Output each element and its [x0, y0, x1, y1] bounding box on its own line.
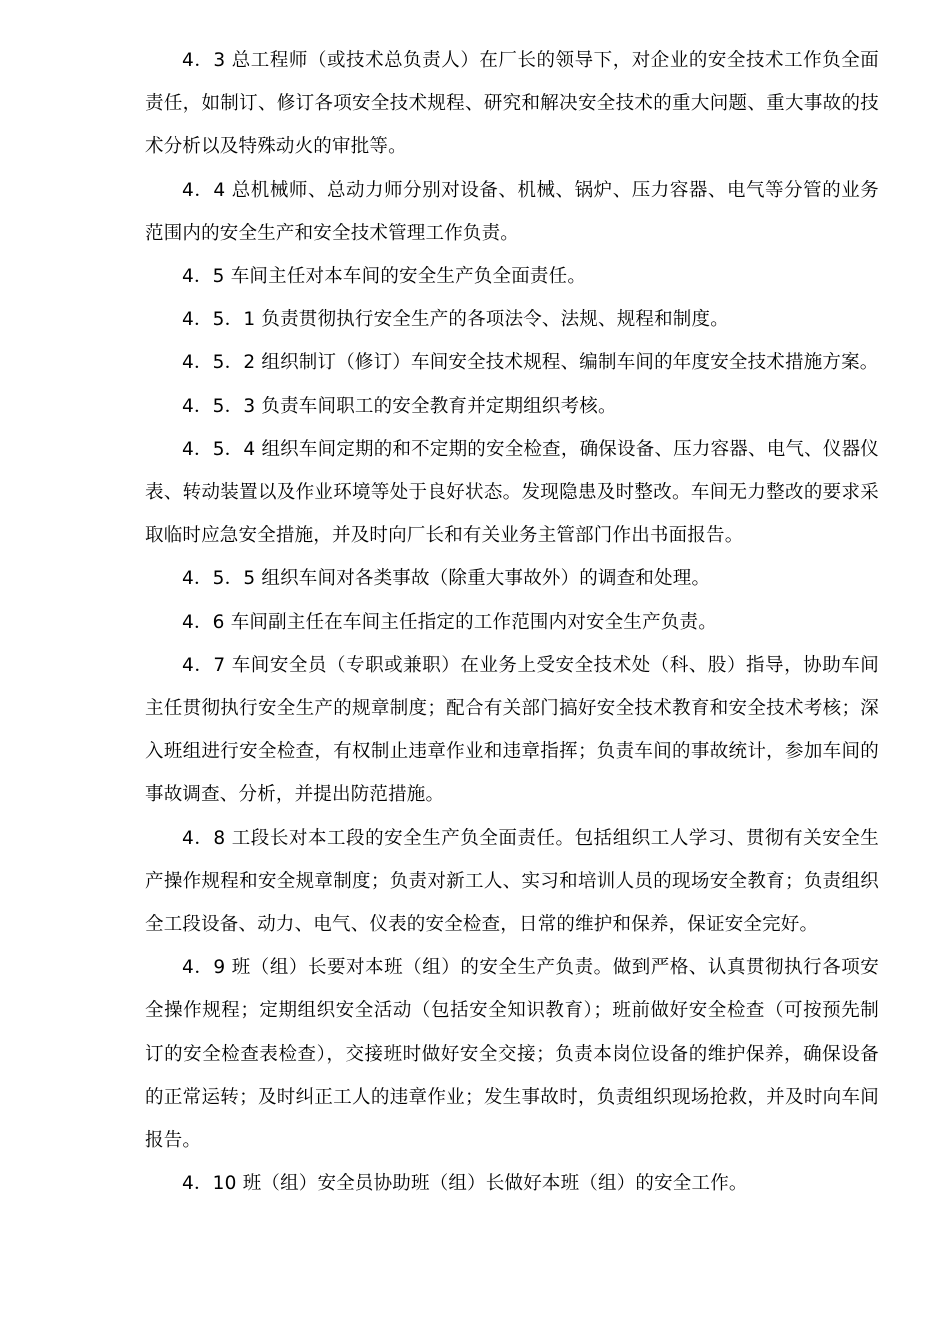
- paragraph-4-4: 4．4 总机械师、总动力师分别对设备、机械、锅炉、压力容器、电气等分管的业务范围内的安全生产和安全技术管理工作负责。: [145, 179, 879, 244]
- paragraph-4-6: 4．6 车间副主任在车间主任指定的工作范围内对安全生产负责。: [182, 611, 717, 633]
- paragraph-4-5: 4．5 车间主任对本车间的安全生产负全面责任。: [182, 266, 587, 288]
- document-body: [145, 39, 879, 1205]
- paragraph-4-8: 4．8 工段长对本工段的安全生产负全面责任。包括组织工人学习、贯彻有关安全生产操作规程和安全规章制度；负责对新工人、实习和培训人员的现场安全教育；负责组织全工段设备、动力、电气、仪表的安全检查，日常的维护和保养，保证安全完好。: [145, 827, 879, 936]
- paragraph-4-7: 4．7 车间安全员（专职或兼职）在业务上受安全技术处（科、股）指导，协助车间主任贯彻执行安全生产的规章制度；配合有关部门搞好安全技术教育和安全技术考核；深入班组进行安全检查，有权制止违章作业和违章指挥；负责车间的事故统计，参加车间的事故调查、分析，并提出防范措施。: [145, 654, 879, 806]
- paragraph-4-9: 4．9 班（组）长要对本班（组）的安全生产负责。做到严格、认真贯彻执行各项安全操作规程；定期组织安全活动（包括安全知识教育）；班前做好安全检查（可按预先制订的安全检查表检查），交接班时做好安全交接；负责本岗位设备的维护保养，确保设备的正常运转；及时纠正工人的违章作业；发生事故时，负责组织现场抢救，并及时向车间报告。: [145, 957, 879, 1152]
- paragraph-4-5-3: 4．5．3 负责车间职工的安全教育并定期组织考核。: [182, 395, 617, 417]
- paragraph-4-5-1: 4．5．1 负责贯彻执行安全生产的各项法令、法规、规程和制度。: [182, 309, 729, 331]
- paragraph-4-5-2: 4．5．2 组织制订（修订）车间安全技术规程、编制车间的年度安全技术措施方案。: [182, 352, 879, 374]
- paragraph-4-5-4: 4．5．4 组织车间定期的和不定期的安全检查，确保设备、压力容器、电气、仪器仪表、转动装置以及作业环境等处于良好状态。发现隐患及时整改。车间无力整改的要求采取临时应急安全措施，并及时向厂长和有关业务主管部门作出书面报告。: [145, 438, 879, 547]
- paragraph-4-3: 4．3 总工程师（或技术总负责人）在厂长的领导下，对企业的安全技术工作负全面责任，如制订、修订各项安全技术规程、研究和解决安全技术的重大问题、重大事故的技术分析以及特殊动火的审批等。: [145, 50, 879, 158]
- paragraph-4-5-5: 4．5．5 组织车间对各类事故（除重大事故外）的调查和处理。: [182, 568, 711, 590]
- paragraph-4-10: 4．10 班（组）安全员协助班（组）长做好本班（组）的安全工作。: [182, 1173, 748, 1195]
